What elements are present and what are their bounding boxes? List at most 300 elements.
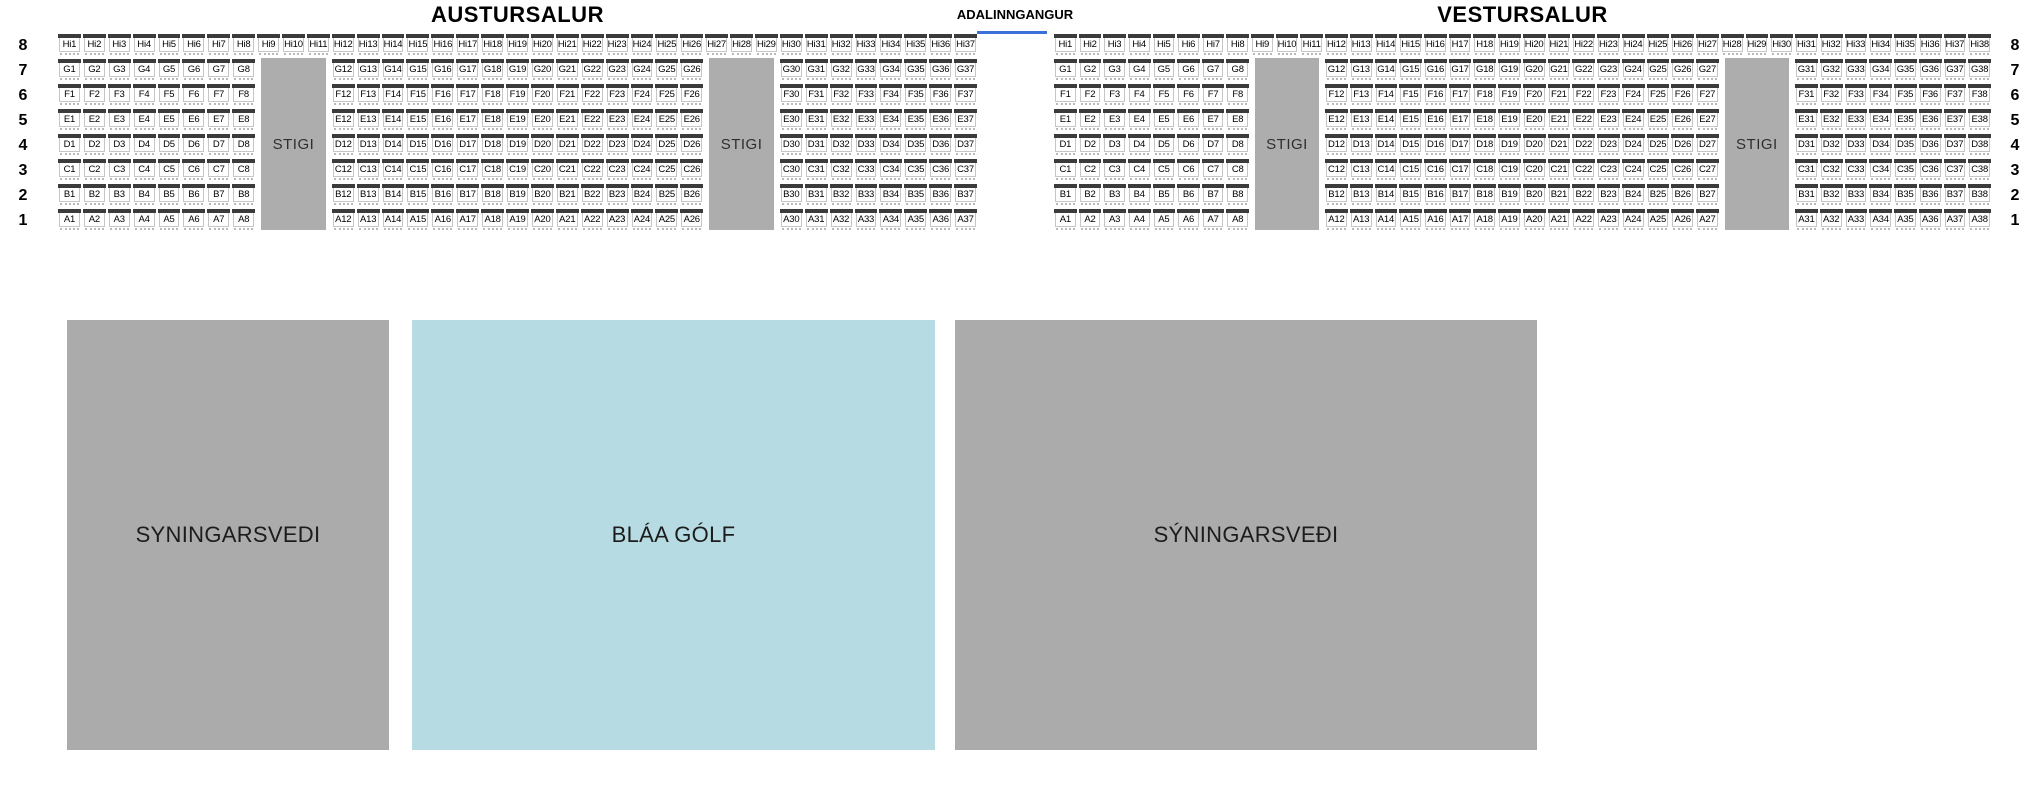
seat-C12[interactable]: C12 bbox=[333, 163, 354, 177]
seat-F31[interactable]: F31 bbox=[1796, 88, 1817, 102]
seat-Hi28[interactable]: Hi28 bbox=[732, 39, 751, 50]
seat-E20[interactable]: E20 bbox=[532, 113, 553, 127]
seat-G15[interactable]: G15 bbox=[1401, 64, 1420, 75]
seat-Hi15[interactable]: Hi15 bbox=[408, 39, 428, 50]
seat-C36[interactable]: C36 bbox=[930, 163, 951, 177]
seat-G7[interactable]: G7 bbox=[208, 63, 229, 77]
seat-B2[interactable]: B2 bbox=[1080, 188, 1101, 202]
seat-F3[interactable]: F3 bbox=[1104, 88, 1125, 102]
seat-Hi37[interactable]: Hi37 bbox=[1945, 39, 1965, 50]
seat-D8[interactable]: D8 bbox=[1227, 138, 1248, 152]
seat-A38[interactable]: A38 bbox=[1969, 213, 1990, 227]
seat-E2[interactable]: E2 bbox=[84, 113, 105, 127]
seat-E5[interactable]: E5 bbox=[1154, 113, 1175, 127]
seat-Hi6[interactable]: Hi6 bbox=[183, 38, 204, 52]
seat-D21[interactable]: D21 bbox=[1550, 139, 1568, 150]
seat-G5[interactable]: G5 bbox=[159, 63, 180, 77]
seat-Hi21[interactable]: Hi21 bbox=[1549, 39, 1569, 50]
seat-Hi8[interactable]: Hi8 bbox=[233, 38, 254, 52]
seat-B21[interactable]: B21 bbox=[557, 188, 578, 202]
seat-G30[interactable]: G30 bbox=[782, 64, 800, 75]
seat-A16[interactable]: A16 bbox=[432, 213, 453, 227]
seat-C26[interactable]: C26 bbox=[1674, 164, 1692, 175]
seat-E38[interactable]: E38 bbox=[1969, 113, 1990, 127]
seat-E26[interactable]: E26 bbox=[681, 113, 702, 127]
seat-A26[interactable]: A26 bbox=[681, 213, 702, 227]
seat-G33[interactable]: G33 bbox=[857, 64, 875, 75]
seat-E32[interactable]: E32 bbox=[1821, 113, 1842, 127]
floor-blaa-golf[interactable] bbox=[412, 320, 935, 750]
seat-Hi27[interactable]: Hi27 bbox=[1698, 39, 1717, 50]
seat-E4[interactable]: E4 bbox=[134, 113, 155, 127]
seat-A23[interactable]: A23 bbox=[1598, 213, 1619, 227]
seat-A18[interactable]: A18 bbox=[1474, 213, 1495, 227]
seat-G4[interactable]: G4 bbox=[134, 63, 155, 77]
seat-B16[interactable]: B16 bbox=[1425, 188, 1446, 202]
seat-B24[interactable]: B24 bbox=[1623, 188, 1644, 202]
seat-B5[interactable]: B5 bbox=[1154, 188, 1175, 202]
seat-G6[interactable]: G6 bbox=[183, 63, 204, 77]
seat-F19[interactable]: F19 bbox=[1499, 88, 1520, 102]
seat-A6[interactable]: A6 bbox=[1178, 213, 1199, 227]
seat-C22[interactable]: C22 bbox=[1575, 164, 1593, 175]
seat-F24[interactable]: F24 bbox=[632, 88, 653, 102]
seat-D6[interactable]: D6 bbox=[183, 138, 204, 152]
seat-Hi9[interactable]: Hi9 bbox=[1252, 38, 1273, 52]
seat-E27[interactable]: E27 bbox=[1697, 113, 1718, 127]
seat-Hi6[interactable]: Hi6 bbox=[1178, 38, 1199, 52]
seat-E13[interactable]: E13 bbox=[358, 113, 379, 127]
seat-D8[interactable]: D8 bbox=[233, 138, 254, 152]
seat-A14[interactable]: A14 bbox=[383, 213, 404, 227]
seat-F6[interactable]: F6 bbox=[1178, 88, 1199, 102]
seat-B31[interactable]: B31 bbox=[806, 188, 827, 202]
seat-Hi21[interactable]: Hi21 bbox=[557, 39, 577, 50]
seat-Hi15[interactable]: Hi15 bbox=[1401, 39, 1420, 50]
seat-C25[interactable]: C25 bbox=[1649, 164, 1667, 175]
seat-D16[interactable]: D16 bbox=[432, 138, 453, 152]
seat-B22[interactable]: B22 bbox=[582, 188, 603, 202]
seat-Hi34[interactable]: Hi34 bbox=[1871, 39, 1890, 50]
seat-D7[interactable]: D7 bbox=[208, 138, 229, 152]
seat-G18[interactable]: G18 bbox=[1476, 64, 1494, 75]
seat-F17[interactable]: F17 bbox=[457, 88, 478, 102]
seat-C22[interactable]: C22 bbox=[582, 163, 603, 177]
seat-B32[interactable]: B32 bbox=[831, 188, 852, 202]
seat-D15[interactable]: D15 bbox=[1402, 139, 1420, 150]
seat-F13[interactable]: F13 bbox=[358, 88, 379, 102]
seat-C35[interactable]: C35 bbox=[905, 163, 926, 177]
seat-C15[interactable]: C15 bbox=[407, 163, 428, 177]
seat-C33[interactable]: C33 bbox=[856, 163, 877, 177]
seat-B34[interactable]: B34 bbox=[1870, 188, 1891, 202]
seat-A13[interactable]: A13 bbox=[1351, 213, 1372, 227]
seat-Hi4[interactable]: Hi4 bbox=[1129, 38, 1150, 52]
seat-G6[interactable]: G6 bbox=[1178, 63, 1199, 77]
seat-A33[interactable]: A33 bbox=[1846, 213, 1867, 227]
seat-C24[interactable]: C24 bbox=[1624, 164, 1642, 175]
seat-G2[interactable]: G2 bbox=[84, 63, 105, 77]
seat-G12[interactable]: G12 bbox=[1327, 64, 1346, 75]
seat-G21[interactable]: G21 bbox=[558, 64, 576, 75]
seat-C19[interactable]: C19 bbox=[507, 163, 528, 177]
seat-E35[interactable]: E35 bbox=[905, 113, 926, 127]
seat-D5[interactable]: D5 bbox=[159, 138, 180, 152]
seat-Hi11[interactable]: Hi11 bbox=[309, 39, 328, 50]
seat-B6[interactable]: B6 bbox=[183, 188, 204, 202]
seat-D37[interactable]: D37 bbox=[1946, 139, 1964, 150]
seat-A22[interactable]: A22 bbox=[1573, 213, 1594, 227]
seat-A26[interactable]: A26 bbox=[1672, 213, 1693, 227]
seat-C19[interactable]: C19 bbox=[1500, 164, 1518, 175]
seat-B8[interactable]: B8 bbox=[233, 188, 254, 202]
seat-A1[interactable]: A1 bbox=[59, 213, 80, 227]
seat-D33[interactable]: D33 bbox=[856, 138, 877, 152]
seat-E19[interactable]: E19 bbox=[507, 113, 528, 127]
seat-F20[interactable]: F20 bbox=[1524, 88, 1545, 102]
seat-B19[interactable]: B19 bbox=[1499, 188, 1520, 202]
seat-C4[interactable]: C4 bbox=[1129, 163, 1150, 177]
seat-E8[interactable]: E8 bbox=[233, 113, 254, 127]
seat-A14[interactable]: A14 bbox=[1376, 213, 1397, 227]
seat-C14[interactable]: C14 bbox=[1377, 164, 1395, 175]
seat-A22[interactable]: A22 bbox=[582, 213, 603, 227]
seat-E7[interactable]: E7 bbox=[208, 113, 229, 127]
seat-D35[interactable]: D35 bbox=[1896, 139, 1914, 150]
seat-Hi14[interactable]: Hi14 bbox=[1376, 39, 1396, 50]
seat-B13[interactable]: B13 bbox=[1351, 188, 1372, 202]
seat-Hi5[interactable]: Hi5 bbox=[159, 38, 180, 52]
seat-A36[interactable]: A36 bbox=[1920, 213, 1941, 227]
seat-E24[interactable]: E24 bbox=[632, 113, 653, 127]
seat-C15[interactable]: C15 bbox=[1402, 164, 1420, 175]
seat-Hi1[interactable]: Hi1 bbox=[59, 38, 80, 52]
seat-Hi13[interactable]: Hi13 bbox=[1351, 39, 1371, 50]
seat-B25[interactable]: B25 bbox=[656, 188, 677, 202]
seat-C37[interactable]: C37 bbox=[955, 163, 976, 177]
seat-A25[interactable]: A25 bbox=[656, 213, 677, 227]
seat-A21[interactable]: A21 bbox=[557, 213, 578, 227]
seat-A6[interactable]: A6 bbox=[183, 213, 204, 227]
seat-E16[interactable]: E16 bbox=[432, 113, 453, 127]
seat-B2[interactable]: B2 bbox=[84, 188, 105, 202]
seat-G35[interactable]: G35 bbox=[1896, 64, 1915, 75]
seat-Hi33[interactable]: Hi33 bbox=[856, 39, 876, 50]
seat-G13[interactable]: G13 bbox=[359, 64, 377, 75]
seat-Hi38[interactable]: Hi38 bbox=[1970, 39, 1989, 50]
seat-E2[interactable]: E2 bbox=[1080, 113, 1101, 127]
seat-E17[interactable]: E17 bbox=[457, 113, 478, 127]
seat-B20[interactable]: B20 bbox=[1524, 188, 1545, 202]
seat-D12[interactable]: D12 bbox=[1327, 139, 1345, 150]
seat-D32[interactable]: D32 bbox=[831, 138, 852, 152]
seat-Hi31[interactable]: Hi31 bbox=[1797, 39, 1816, 50]
seat-G16[interactable]: G16 bbox=[1426, 64, 1445, 75]
seat-F5[interactable]: F5 bbox=[159, 88, 180, 102]
seat-A31[interactable]: A31 bbox=[1796, 213, 1817, 227]
seat-A24[interactable]: A24 bbox=[632, 213, 653, 227]
seat-A36[interactable]: A36 bbox=[930, 213, 951, 227]
seat-E3[interactable]: E3 bbox=[1104, 113, 1125, 127]
seat-A7[interactable]: A7 bbox=[208, 213, 229, 227]
seat-B24[interactable]: B24 bbox=[632, 188, 653, 202]
seat-Hi35[interactable]: Hi35 bbox=[1896, 39, 1915, 50]
seat-G22[interactable]: G22 bbox=[1574, 64, 1593, 75]
seat-E34[interactable]: E34 bbox=[1870, 113, 1891, 127]
seat-G15[interactable]: G15 bbox=[409, 64, 427, 75]
seat-C33[interactable]: C33 bbox=[1847, 164, 1865, 175]
seat-D34[interactable]: D34 bbox=[1872, 139, 1890, 150]
seat-B20[interactable]: B20 bbox=[532, 188, 553, 202]
seat-G25[interactable]: G25 bbox=[658, 64, 676, 75]
seat-D22[interactable]: D22 bbox=[582, 138, 603, 152]
seat-Hi22[interactable]: Hi22 bbox=[1574, 39, 1593, 50]
seat-F21[interactable]: F21 bbox=[557, 88, 578, 102]
seat-F16[interactable]: F16 bbox=[432, 88, 453, 102]
seat-D37[interactable]: D37 bbox=[955, 138, 976, 152]
seat-B36[interactable]: B36 bbox=[930, 188, 951, 202]
seat-G17[interactable]: G17 bbox=[459, 64, 477, 75]
seat-D32[interactable]: D32 bbox=[1822, 139, 1840, 150]
seat-Hi34[interactable]: Hi34 bbox=[881, 39, 901, 50]
seat-C31[interactable]: C31 bbox=[806, 163, 827, 177]
seat-F27[interactable]: F27 bbox=[1697, 88, 1718, 102]
seat-C7[interactable]: C7 bbox=[1203, 163, 1224, 177]
seat-F25[interactable]: F25 bbox=[656, 88, 677, 102]
seat-F1[interactable]: F1 bbox=[1055, 88, 1076, 102]
seat-F30[interactable]: F30 bbox=[781, 88, 802, 102]
seat-D3[interactable]: D3 bbox=[1104, 138, 1125, 152]
seat-E22[interactable]: E22 bbox=[1573, 113, 1594, 127]
seat-G38[interactable]: G38 bbox=[1970, 64, 1989, 75]
seat-Hi19[interactable]: Hi19 bbox=[508, 39, 527, 50]
seat-G25[interactable]: G25 bbox=[1649, 64, 1667, 75]
seat-C17[interactable]: C17 bbox=[1451, 164, 1469, 175]
seat-D6[interactable]: D6 bbox=[1178, 138, 1199, 152]
seat-E12[interactable]: E12 bbox=[1326, 113, 1347, 127]
seat-F8[interactable]: F8 bbox=[233, 88, 254, 102]
seat-G14[interactable]: G14 bbox=[384, 64, 402, 75]
seat-G7[interactable]: G7 bbox=[1203, 63, 1224, 77]
seat-Hi5[interactable]: Hi5 bbox=[1154, 38, 1175, 52]
seat-B19[interactable]: B19 bbox=[507, 188, 528, 202]
seat-A35[interactable]: A35 bbox=[905, 213, 926, 227]
seat-Hi8[interactable]: Hi8 bbox=[1227, 38, 1248, 52]
seat-C26[interactable]: C26 bbox=[681, 163, 702, 177]
seat-Hi23[interactable]: Hi23 bbox=[1599, 39, 1618, 50]
seat-E21[interactable]: E21 bbox=[1549, 113, 1570, 127]
seat-G21[interactable]: G21 bbox=[1550, 64, 1568, 75]
seat-Hi4[interactable]: Hi4 bbox=[134, 38, 155, 52]
seat-D18[interactable]: D18 bbox=[1476, 139, 1494, 150]
seat-C1[interactable]: C1 bbox=[59, 163, 80, 177]
seat-D23[interactable]: D23 bbox=[607, 138, 628, 152]
seat-G20[interactable]: G20 bbox=[1525, 64, 1543, 75]
seat-G24[interactable]: G24 bbox=[1624, 64, 1642, 75]
seat-C3[interactable]: C3 bbox=[109, 163, 130, 177]
seat-B4[interactable]: B4 bbox=[1129, 188, 1150, 202]
seat-D18[interactable]: D18 bbox=[482, 138, 503, 152]
seat-C5[interactable]: C5 bbox=[159, 163, 180, 177]
seat-G17[interactable]: G17 bbox=[1451, 64, 1469, 75]
seat-D13[interactable]: D13 bbox=[1352, 139, 1370, 150]
seat-G20[interactable]: G20 bbox=[533, 64, 552, 75]
seat-C25[interactable]: C25 bbox=[656, 163, 677, 177]
seat-Hi37[interactable]: Hi37 bbox=[956, 39, 975, 50]
seat-E33[interactable]: E33 bbox=[1846, 113, 1867, 127]
seat-D21[interactable]: D21 bbox=[557, 138, 578, 152]
seat-E22[interactable]: E22 bbox=[582, 113, 603, 127]
seat-C8[interactable]: C8 bbox=[1227, 163, 1248, 177]
seat-E14[interactable]: E14 bbox=[1376, 113, 1397, 127]
seat-A18[interactable]: A18 bbox=[482, 213, 503, 227]
seat-G5[interactable]: G5 bbox=[1154, 63, 1175, 77]
seat-A37[interactable]: A37 bbox=[1945, 213, 1966, 227]
seat-G4[interactable]: G4 bbox=[1129, 63, 1150, 77]
seat-D16[interactable]: D16 bbox=[1426, 139, 1444, 150]
seat-B26[interactable]: B26 bbox=[681, 188, 702, 202]
seat-D26[interactable]: D26 bbox=[1674, 139, 1692, 150]
seat-D2[interactable]: D2 bbox=[1080, 138, 1101, 152]
seat-B23[interactable]: B23 bbox=[607, 188, 628, 202]
seat-E37[interactable]: E37 bbox=[955, 113, 976, 127]
seat-G37[interactable]: G37 bbox=[1946, 64, 1964, 75]
seat-B25[interactable]: B25 bbox=[1648, 188, 1669, 202]
seat-G3[interactable]: G3 bbox=[109, 63, 130, 77]
seat-C20[interactable]: C20 bbox=[1525, 164, 1543, 175]
seat-A4[interactable]: A4 bbox=[1129, 213, 1150, 227]
seat-F15[interactable]: F15 bbox=[407, 88, 428, 102]
seat-Hi9[interactable]: Hi9 bbox=[258, 38, 279, 52]
seat-F7[interactable]: F7 bbox=[1203, 88, 1224, 102]
seat-A34[interactable]: A34 bbox=[1870, 213, 1891, 227]
seat-D2[interactable]: D2 bbox=[84, 138, 105, 152]
seat-B23[interactable]: B23 bbox=[1598, 188, 1619, 202]
seat-Hi23[interactable]: Hi23 bbox=[607, 39, 627, 50]
seat-B33[interactable]: B33 bbox=[856, 188, 877, 202]
seat-A20[interactable]: A20 bbox=[532, 213, 553, 227]
seat-Hi2[interactable]: Hi2 bbox=[84, 38, 105, 52]
seat-D25[interactable]: D25 bbox=[1649, 139, 1667, 150]
seat-A32[interactable]: A32 bbox=[831, 213, 852, 227]
seat-D22[interactable]: D22 bbox=[1575, 139, 1593, 150]
seat-G12[interactable]: G12 bbox=[334, 64, 352, 75]
seat-Hi1[interactable]: Hi1 bbox=[1055, 38, 1076, 52]
seat-E16[interactable]: E16 bbox=[1425, 113, 1446, 127]
seat-B8[interactable]: B8 bbox=[1227, 188, 1248, 202]
seat-D4[interactable]: D4 bbox=[1129, 138, 1150, 152]
seat-D23[interactable]: D23 bbox=[1599, 139, 1617, 150]
seat-A15[interactable]: A15 bbox=[407, 213, 428, 227]
seat-B14[interactable]: B14 bbox=[383, 188, 404, 202]
seat-F31[interactable]: F31 bbox=[806, 88, 827, 102]
seat-F1[interactable]: F1 bbox=[59, 88, 80, 102]
seat-G24[interactable]: G24 bbox=[633, 64, 651, 75]
seat-B6[interactable]: B6 bbox=[1178, 188, 1199, 202]
seat-E15[interactable]: E15 bbox=[1400, 113, 1421, 127]
seat-Hi36[interactable]: Hi36 bbox=[931, 39, 951, 50]
seat-F15[interactable]: F15 bbox=[1400, 88, 1421, 102]
seat-F4[interactable]: F4 bbox=[134, 88, 155, 102]
seat-A12[interactable]: A12 bbox=[333, 213, 354, 227]
seat-C32[interactable]: C32 bbox=[831, 163, 852, 177]
seat-C18[interactable]: C18 bbox=[482, 163, 503, 177]
seat-H17[interactable]: H17 bbox=[1451, 39, 1469, 50]
seat-B12[interactable]: B12 bbox=[1326, 188, 1347, 202]
seat-G3[interactable]: G3 bbox=[1104, 63, 1125, 77]
seat-D1[interactable]: D1 bbox=[59, 138, 80, 152]
seat-C21[interactable]: C21 bbox=[557, 163, 578, 177]
seat-C2[interactable]: C2 bbox=[84, 163, 105, 177]
seat-B32[interactable]: B32 bbox=[1821, 188, 1842, 202]
seat-A33[interactable]: A33 bbox=[856, 213, 877, 227]
seat-D33[interactable]: D33 bbox=[1847, 139, 1865, 150]
seat-E30[interactable]: E30 bbox=[781, 113, 802, 127]
seat-B18[interactable]: B18 bbox=[482, 188, 503, 202]
seat-Hi14[interactable]: Hi14 bbox=[383, 39, 403, 50]
seat-D31[interactable]: D31 bbox=[1797, 139, 1815, 150]
seat-F25[interactable]: F25 bbox=[1648, 88, 1669, 102]
seat-Hi33[interactable]: Hi33 bbox=[1846, 39, 1866, 50]
seat-E12[interactable]: E12 bbox=[333, 113, 354, 127]
seat-Hi24[interactable]: Hi24 bbox=[632, 39, 652, 50]
seat-H18[interactable]: H18 bbox=[1476, 39, 1494, 50]
seat-D30[interactable]: D30 bbox=[781, 138, 802, 152]
seat-B17[interactable]: B17 bbox=[457, 188, 478, 202]
seat-Hi3[interactable]: Hi3 bbox=[1104, 38, 1125, 52]
seat-E1[interactable]: E1 bbox=[59, 113, 80, 127]
seat-A13[interactable]: A13 bbox=[358, 213, 379, 227]
seat-D17[interactable]: D17 bbox=[1451, 139, 1469, 150]
seat-A4[interactable]: A4 bbox=[134, 213, 155, 227]
seat-A1[interactable]: A1 bbox=[1055, 213, 1076, 227]
seat-B3[interactable]: B3 bbox=[1104, 188, 1125, 202]
seat-F4[interactable]: F4 bbox=[1129, 88, 1150, 102]
seat-B14[interactable]: B14 bbox=[1376, 188, 1397, 202]
seat-Hi19[interactable]: Hi19 bbox=[1500, 39, 1519, 50]
seat-E14[interactable]: E14 bbox=[383, 113, 404, 127]
seat-C13[interactable]: C13 bbox=[1352, 164, 1370, 175]
seat-C4[interactable]: C4 bbox=[134, 163, 155, 177]
seat-D19[interactable]: D19 bbox=[1500, 139, 1518, 150]
seat-Hi30[interactable]: Hi30 bbox=[1772, 39, 1791, 50]
seat-G1[interactable]: G1 bbox=[1055, 63, 1076, 77]
seat-C14[interactable]: C14 bbox=[383, 163, 404, 177]
seat-F6[interactable]: F6 bbox=[183, 88, 204, 102]
seat-C31[interactable]: C31 bbox=[1797, 164, 1815, 175]
seat-E25[interactable]: E25 bbox=[1648, 113, 1669, 127]
seat-E36[interactable]: E36 bbox=[930, 113, 951, 127]
seat-G33[interactable]: G33 bbox=[1847, 64, 1865, 75]
seat-Hi28[interactable]: Hi28 bbox=[1722, 39, 1742, 50]
seat-C37[interactable]: C37 bbox=[1946, 164, 1964, 175]
seat-G23[interactable]: G23 bbox=[608, 64, 626, 75]
seat-C6[interactable]: C6 bbox=[1178, 163, 1199, 177]
seat-C20[interactable]: C20 bbox=[532, 163, 553, 177]
seat-B1[interactable]: B1 bbox=[59, 188, 80, 202]
seat-F32[interactable]: F32 bbox=[1821, 88, 1842, 102]
seat-F23[interactable]: F23 bbox=[1598, 88, 1619, 102]
seat-D3[interactable]: D3 bbox=[109, 138, 130, 152]
seat-B3[interactable]: B3 bbox=[109, 188, 130, 202]
seat-C21[interactable]: C21 bbox=[1550, 164, 1568, 175]
seat-F18[interactable]: F18 bbox=[1474, 88, 1495, 102]
seat-Hi26[interactable]: Hi26 bbox=[1673, 39, 1692, 50]
seat-D14[interactable]: D14 bbox=[383, 138, 404, 152]
seat-D34[interactable]: D34 bbox=[880, 138, 901, 152]
seat-B16[interactable]: B16 bbox=[432, 188, 453, 202]
seat-C2[interactable]: C2 bbox=[1080, 163, 1101, 177]
